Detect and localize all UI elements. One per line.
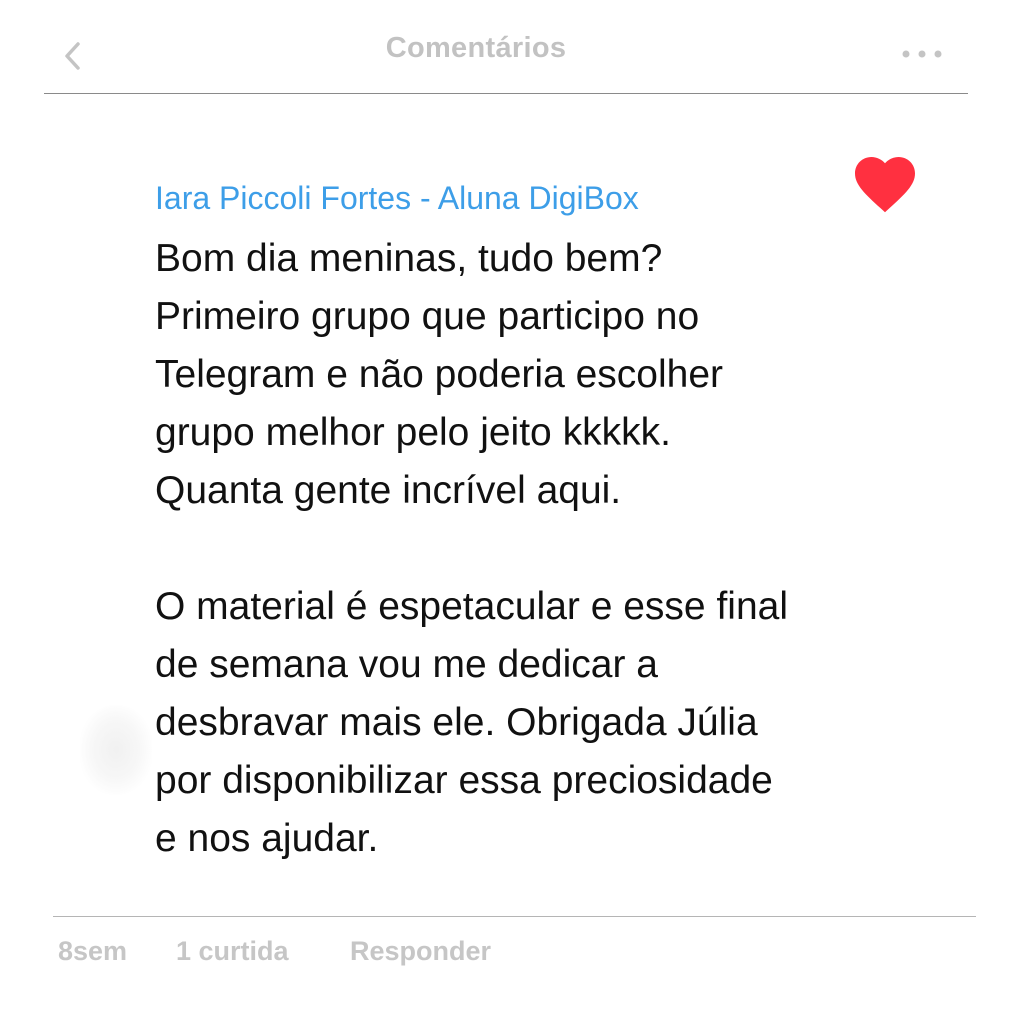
top-bar [0,0,1013,96]
reply-button[interactable]: Responder [350,936,492,966]
footer-divider [53,916,976,917]
comment-paragraph-2: O material é espetacular e esse final de semana vou me dedicar a desbravar mais ele. Obrigada Júlia por disponibilizar essa preciosidade e nos ajudar. [155,585,788,860]
more-options-button[interactable] [896,40,948,68]
likes-count[interactable]: 1 curtida [176,936,289,966]
comment-author[interactable]: Iara Piccoli Fortes - Aluna DigiBox [155,180,639,216]
more-horizontal-icon [896,40,948,68]
header-divider [44,93,968,94]
page-title: Comentários [385,32,567,64]
comment [155,178,855,868]
like-button[interactable] [848,148,922,214]
comment-paragraph-1: Bom dia meninas, tudo bem? Primeiro grupo que participo no Telegram e não poderia escolher grupo melhor pelo jeito kkkkk. Quanta gente incrível aqui. [155,237,724,512]
heart-icon [848,148,922,214]
comment-timestamp: 8sem [58,936,128,966]
avatar[interactable] [80,705,152,795]
